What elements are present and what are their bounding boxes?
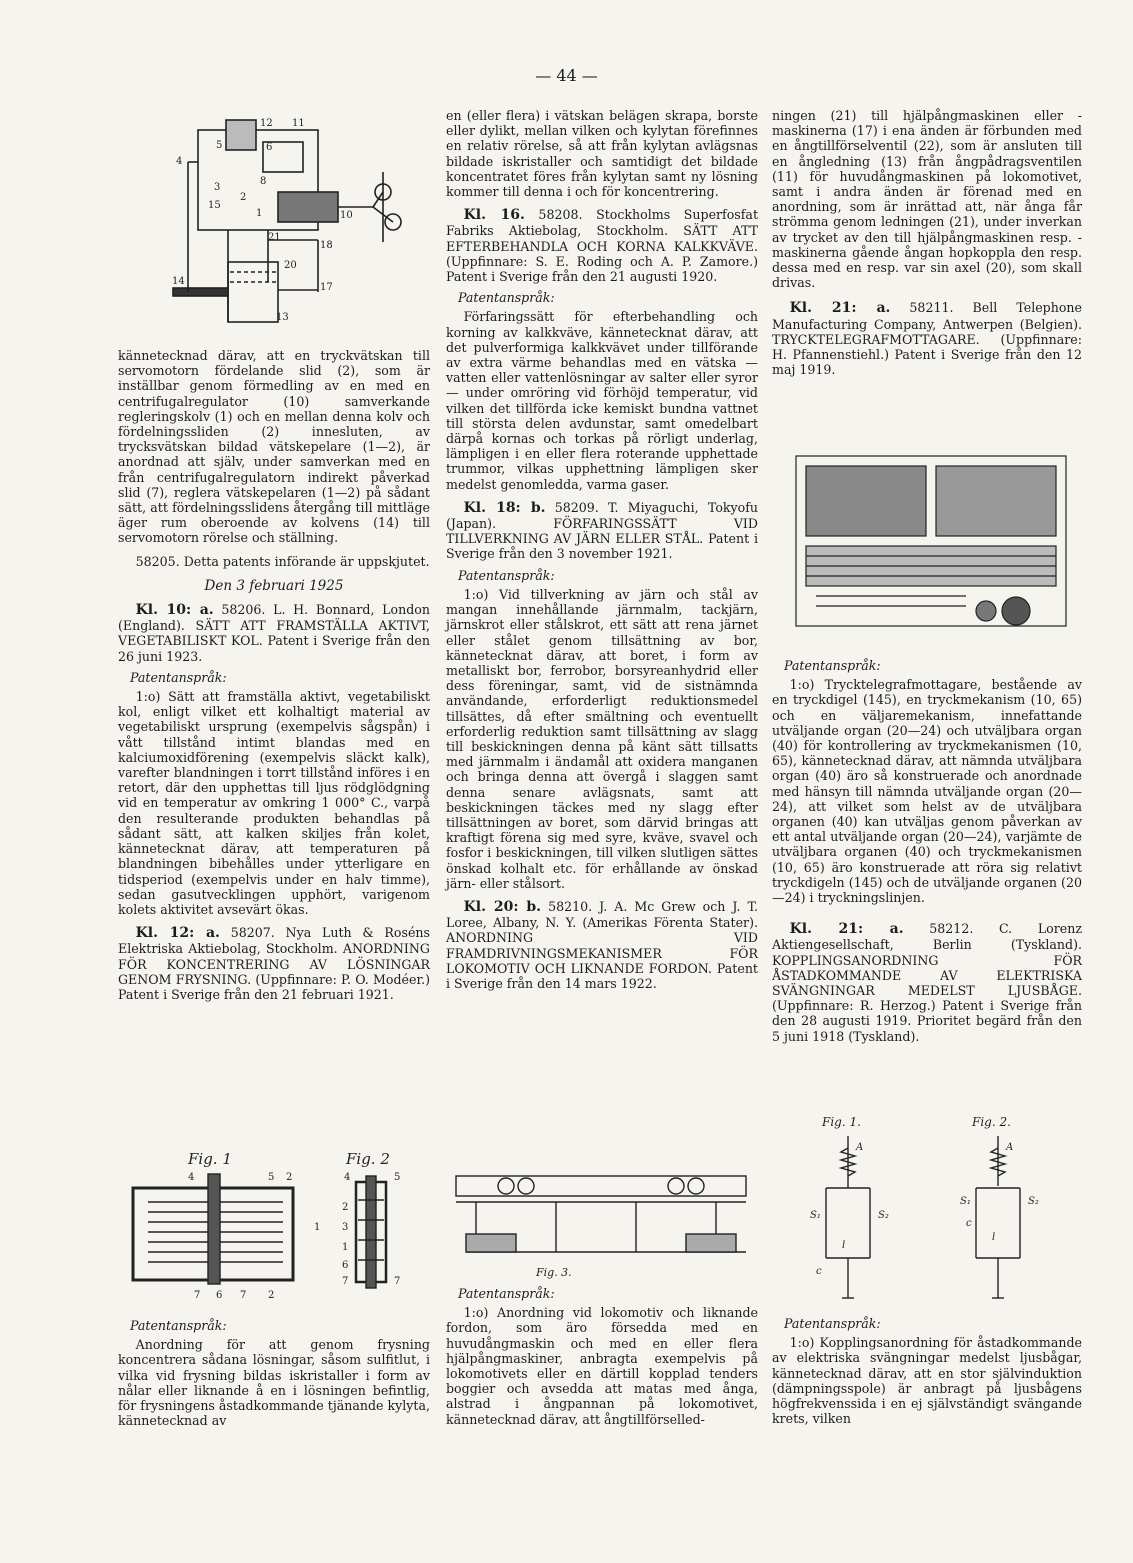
entry-58211: Kl. 21: a. 58211. Bell Telephone Manufacturing Company, Antwerpen (Belgien). TRYCKTELEGRAFMOTTAGARE. (Uppfinnare: H. Pfannenstiehl.) Patent i Sverige från den 12 maj 1919.: [772, 300, 1082, 378]
svg-text:2: 2: [240, 192, 247, 203]
fig1-label: Fig. 1.: [822, 1115, 861, 1129]
svg-text:c: c: [816, 1266, 822, 1277]
svg-text:11: 11: [292, 118, 305, 129]
column-3: [772, 108, 1082, 377]
date-heading: Den 3 februari 1925: [204, 577, 344, 594]
claim-58207: Anordning för att genom frysning koncentrera sådana lösningar, såsom sulfitlut, i vilka vid frysning bildas iskristaller i form av nålar eller liknande å en i lösningen befintlig, för frysningens åstadkommande tjänande kylyta, kännetecknad av: [118, 1337, 430, 1429]
class-label: Kl. 18: b.: [463, 499, 546, 516]
svg-text:5: 5: [394, 1172, 401, 1183]
svg-text:14: 14: [172, 276, 185, 287]
svg-text:c: c: [966, 1218, 972, 1229]
svg-text:7: 7: [240, 1290, 247, 1301]
arc-circuit-figures: [786, 1108, 1082, 1308]
col3-continuation: ningen (21) till hjälpångmaskinen eller -maskinerna (17) i ena änden är förbunden med en ångtillförselventil (22), som är ansluten till en ångledning (13) från ångpådragsventilen (11) för huvudångmaskinen på lokomotivet, samt i andra änden är förenad med en anordning, som är inrättad att, när ånga får strömma genom ledningen (21), under inverkan av trycket av den till hjälpångmaskinen resp. -maskinerna gående ångan hopkoppla den resp. dessa med en resp. var sin axel (20), som skall drivas.: [772, 108, 1082, 291]
svg-text:1: 1: [314, 1222, 321, 1233]
svg-text:2: 2: [286, 1172, 293, 1183]
fig2-label: Fig. 2: [346, 1150, 390, 1168]
svg-text:l: l: [992, 1232, 996, 1243]
claim-58212: 1:o) Kopplingsanordning för åstadkommande av elektriska svängningar medelst ljusbågar, kännetecknad därav, att en stor självinduktion (dämpningsspole) är anbragt på ljusbågens högfrekvenssida i en ej självständigt svängande krets, vilken: [772, 1335, 1082, 1427]
patent-58205-note: 58205. Detta patents införande är uppskjutet.: [135, 553, 430, 569]
svg-text:S₁: S₁: [810, 1210, 821, 1221]
svg-text:3: 3: [342, 1222, 349, 1233]
svg-text:8: 8: [260, 176, 267, 187]
page-number: — 44 —: [535, 66, 598, 85]
svg-text:13: 13: [276, 312, 289, 323]
svg-text:7: 7: [394, 1276, 401, 1287]
svg-text:A: A: [856, 1142, 864, 1153]
claim-58208: Förfaringssätt för efterbehandling och korning av kalkkväve, kännetecknat därav, att det pulverformiga kalkkvävet under tillförande av extra värme behandlas med en vätska — vatten eller vattenlösningar av salter eller syror — under omröring vid förhöjd temperatur, vid vilken det tillförda icke kemiskt bundna vattnet till största delen avdunstar, samt omedelbart därpå kornas och torkas på rörligt underlag, lämpligen i en eller flera roterande upphettade trummor, vilkas upphettning lämpligen sker medelst genomledda, varma gaser.: [446, 309, 758, 492]
svg-text:6: 6: [342, 1260, 349, 1271]
svg-text:4: 4: [344, 1172, 351, 1183]
class-label: Kl. 12: a.: [135, 925, 220, 942]
servomotor-figure: [168, 112, 418, 334]
telegraph-receiver-figure: [786, 436, 1082, 650]
entry-58207: Kl. 12: a. 58207. Nya Luth & Roséns Elektriska Aktiebolag, Stockholm. ANORDNING FÖR KONCENTRERING AV LÖSNINGAR GENOM FRYSNING. (Uppfinnare: P. O. Modéer.) Patent i Sverige från den 21 februari 1921.: [118, 925, 430, 1002]
svg-text:S₂: S₂: [1028, 1196, 1039, 1207]
column-2: [446, 108, 758, 991]
svg-text:10: 10: [340, 210, 353, 221]
svg-text:7: 7: [342, 1276, 349, 1287]
svg-text:12: 12: [260, 118, 273, 129]
svg-text:4: 4: [188, 1172, 195, 1183]
svg-text:21: 21: [268, 232, 281, 243]
svg-text:S₁: S₁: [960, 1196, 971, 1207]
entry-58206: Kl. 10: a. 58206. L. H. Bonnard, London (England). SÄTT ATT FRAMSTÄLLA AKTIVT, VEGETABILISKT KOL. Patent i Sverige från den 26 juni 1923.: [118, 602, 430, 664]
claim-58210: 1:o) Anordning vid lokomotiv och liknande fordon, som äro försedda med en huvudångmaskin och med en eller flera hjälpångmaskiner, anbragta exempelvis på lokomotivets eller en därtill kopplad tenders boggier och avsedda att matas med ånga, alstrad i ångpannan på lokomotivet, kännetecknad därav, att ångtillförselled-: [446, 1305, 758, 1427]
patentansprak-heading: Patentanspråk:: [458, 567, 555, 583]
class-label: Kl. 21: a.: [789, 921, 904, 938]
svg-text:17: 17: [320, 282, 333, 293]
column-3-lower: [772, 1316, 1082, 1426]
class-label: Kl. 20: b.: [463, 898, 542, 915]
claim-58211: 1:o) Trycktelegrafmottagare, bestående av en tryckdigel (145), en tryckmekanism (10, 65) och en väljaremekanism, innefattande utväljande organ (20—24) och utväljbara organ (40) för kontrollering av tryckmekanismen (10, 65), kännetecknad därav, att nämnda utväljbara organ (40) äro så konstruerade och anordnade med hänsyn till nämnda utväljande organ (20—24), att vilket som helst av de utväljbara organen (40) kan utväljas genom påverkan av ett antal utväljande organ (20—24), varjämte de utväljbara organen (40) och tryckmekanismen (10, 65) äro konstruerade att röra sig relativt tryckdigeln (145) och de utväljande organen (20—24) i tryckningslinjen.: [772, 677, 1082, 906]
column-3-middle: [772, 658, 1082, 1044]
fig2-label: Fig. 2.: [972, 1115, 1011, 1129]
patentansprak-heading: Patentanspråk:: [458, 1286, 555, 1301]
svg-text:5: 5: [216, 140, 223, 151]
class-label: Kl. 21: a.: [789, 300, 891, 317]
svg-text:6: 6: [266, 142, 273, 153]
svg-text:6: 6: [216, 1290, 223, 1301]
svg-text:7: 7: [194, 1290, 201, 1301]
col2-continuation: en (eller flera) i vätskan belägen skrapa, borste eller dylikt, mellan vilken och kylytan förefinnes en relativ rörelse, så att från kylytan avlägsnas bildade iskristaller och samtidigt det bildade koncentratet föres från kylytan samt ny lösning kommer till denna i och för koncentrering.: [446, 108, 758, 200]
svg-text:1: 1: [256, 208, 263, 219]
claim-58209: 1:o) Vid tillverkning av järn och stål av mangan innehållande järnmalm, tackjärn, järnskrot eller stålskrot, ett sätt att rena järnet eller stålet genom tillsättning av bor, kännetecknat därav, att boret, i form av metalliskt bor, ferrobor, borsyreanhydrid eller dess föreningar, samt, vid de sistnämnda användande, erforderligt reduktionsmedel tillsättes, då efter smältning och eventuellt erforderlig reduktion samt tillsättning av slagg till beskickningen denna på känt sätt tillsatts med järnmalm i ändamål att oxidera manganen och bringa denna att övergå i slaggen samt denna senare avlägsnats, samt att beskickningen täckes med ny slagg efter tillsättningen av boret, som därvid bringas att kraftigt förena sig med syre, kväve, svavel och fosfor i beskickningen, till vilken slutligen sättes önskad kolhalt etc. för erhållande av önskad järn- eller stålsort.: [446, 586, 758, 891]
patentansprak-heading: Patentanspråk:: [130, 1318, 227, 1333]
entry-58209: Kl. 18: b. 58209. T. Miyaguchi, Tokyofu (Japan). FÖRFARINGSSÄTT VID TILLVERKNING AV JÄRN ELLER STÅL. Patent i Sverige från den 3 november 1921.: [446, 499, 758, 562]
column-1: [118, 348, 430, 1002]
column-2-lower: [446, 1286, 758, 1427]
locomotive-figure: [446, 1162, 758, 1282]
patentansprak-heading: Patentanspråk:: [784, 1316, 881, 1331]
entry-58210: Kl. 20: b. 58210. J. A. Mc Grew och J. T. Loree, Albany, N. Y. (Amerikas Förenta Stater). ANORDNING VID FRAMDRIVNINGSMEKANISMER FÖR LOKOMOTIV OCH LIKNANDE FORDON. Patent i Sverige från den 14 mars 1922.: [446, 898, 758, 991]
entry-58208: Kl. 16. 58208. Stockholms Superfosfat Fabriks Aktiebolag, Stockholm. SÄTT ATT EFTERBEHANDLA OCH KORNA KALKKVÄVE. (Uppfinnare: S. E. Roding och A. P. Zamore.) Patent i Sverige från den 21 augusti 1920.: [446, 207, 758, 285]
svg-text:S₂: S₂: [878, 1210, 889, 1221]
svg-text:1: 1: [342, 1242, 349, 1253]
svg-text:l: l: [842, 1240, 846, 1251]
class-label: Kl. 16.: [463, 207, 525, 224]
column-1-lower: [118, 1318, 430, 1428]
svg-text:2: 2: [268, 1290, 275, 1301]
entry-58212: Kl. 21: a. 58212. C. Lorenz Aktiengesellschaft, Berlin (Tyskland). KOPPLINGSANORDNING FÖR ÅSTADKOMMANDE AV ELEKTRISKA SVÄNGNINGAR MEDELST LJUSBÅGE. (Uppfinnare: R. Herzog.) Patent i Sverige från den 28 augusti 1919. Prioritet begärd från den 5 juni 1918 (Tyskland).: [772, 921, 1082, 1044]
fig3-label: Fig. 3.: [536, 1266, 572, 1279]
svg-text:A: A: [1006, 1142, 1014, 1153]
svg-text:2: 2: [342, 1202, 349, 1213]
svg-text:3: 3: [214, 182, 221, 193]
fig1-label: Fig. 1: [188, 1150, 232, 1168]
svg-text:5: 5: [268, 1172, 275, 1183]
patentansprak-heading: Patentanspråk:: [784, 658, 881, 673]
svg-text:18: 18: [320, 240, 333, 251]
svg-text:4: 4: [176, 156, 183, 167]
patentansprak-heading: Patentanspråk:: [458, 290, 555, 306]
svg-text:15: 15: [208, 200, 221, 211]
patentansprak-heading: Patentanspråk:: [130, 669, 227, 685]
class-label: Kl. 10: a.: [135, 602, 214, 619]
col1-continuation: kännetecknad därav, att en tryckvätskan till servomotorn fördelande slid (2), som är inställbar genom förmedling av en med en centrifugalregulator (10) samverkande regleringskolv (1) och en mellan denna kolv och fördelningssliden (2) innesluten, av trycksvätskan bildad vätskepelare (1—2), är anordnad att själv, under samverkan med en från centrifugalregulatorn indirekt påverkad slid (7), reglera vätskepelaren (1—2) på sådant sätt, att fördelningsslidens återgång till mittläge äger rum oberoende av kolvens (14) till servomotorn rörelse och ställning.: [118, 348, 430, 546]
claim-58206: 1:o) Sätt att framställa aktivt, vegetabiliskt kol, enligt vilket ett kolhaltigt material av vegetabiliskt ursprung (exempelvis sågspån) i vått tillstånd intimt blandas med en kalciumoxidförening (exempelvis släckt kalk), varefter blandningen i torrt tillstånd införes i en retort, där den upphettas till ljus rödglödgning vid en temperatur av omkring 1 000° C., varpå den resulterande produkten behandlas på sådant sätt, att kalken skiljes från kolet, kännetecknat därav, att temperaturen på blandningen bibehålles under ytterligare en tidsperiod (exempelvis under en halv timme), sedan gasutvecklingen upphört, varigenom kolets aktivitet avsevärt ökas.: [118, 689, 430, 917]
svg-text:20: 20: [284, 260, 297, 271]
freezing-figures: [118, 1150, 430, 1310]
